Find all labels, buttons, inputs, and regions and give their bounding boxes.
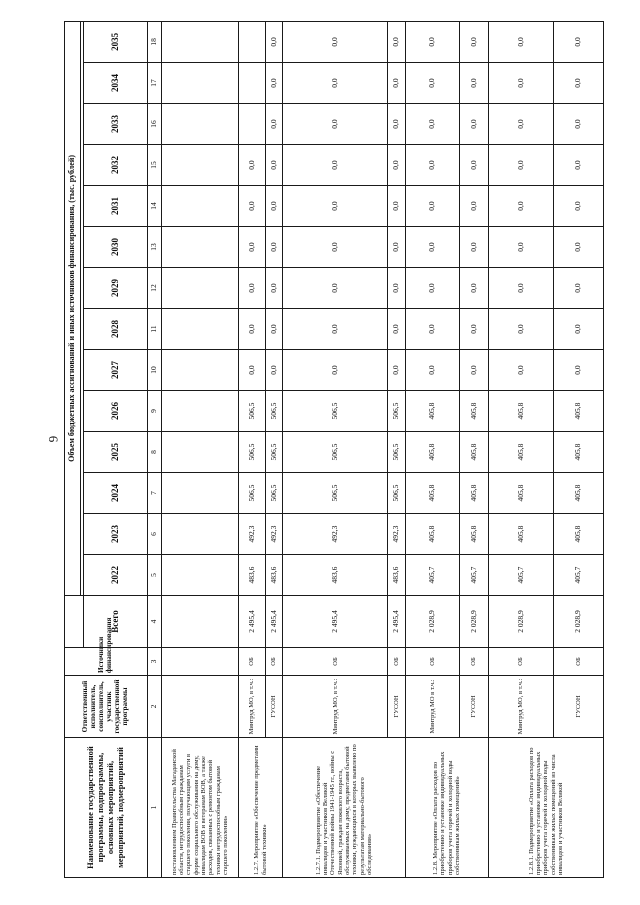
year-value-cell: 0,0: [265, 268, 283, 309]
responsible-cell: [162, 676, 239, 738]
year-value-cell: 492,3: [388, 514, 406, 555]
total-value-cell: 2 495,4: [238, 596, 265, 648]
year-value-cell: 405,7: [488, 555, 553, 596]
activity-name: 1.2.7. Мероприятие «Обеспечение предметами бытовой техники»: [238, 738, 283, 878]
year-value-cell: 405,8: [488, 473, 553, 514]
year-value-cell: [162, 227, 239, 268]
year-value-cell: 405,8: [405, 432, 459, 473]
year-value-cell: 0,0: [488, 145, 553, 186]
header-year: 2032: [84, 145, 148, 186]
header-year: 2031: [84, 186, 148, 227]
source-cell: ОБ: [554, 648, 604, 676]
column-number: 16: [148, 104, 162, 145]
year-value-cell: 0,0: [283, 104, 388, 145]
responsible-cell: Минтруд МО, в т.ч.:: [238, 676, 265, 738]
header-year: 2025: [84, 432, 148, 473]
year-value-cell: 0,0: [283, 268, 388, 309]
year-value-cell: 506,5: [265, 391, 283, 432]
column-number: 5: [148, 555, 162, 596]
year-value-cell: 0,0: [388, 186, 406, 227]
year-value-cell: 0,0: [388, 21, 406, 62]
year-value-cell: 0,0: [388, 227, 406, 268]
year-value-cell: 0,0: [265, 309, 283, 350]
column-number: 9: [148, 391, 162, 432]
activity-name: 1.2.8. Мероприятие «Оплата расходов по приобретению и установке индивидуальных приборов учета горячей и холодной воды собственникам жилых помещений»: [405, 738, 488, 878]
year-value-cell: 0,0: [265, 63, 283, 104]
year-value-cell: 405,7: [405, 555, 459, 596]
year-value-cell: [162, 268, 239, 309]
year-value-cell: 506,5: [238, 473, 265, 514]
responsible-cell: ГУСОН: [265, 676, 283, 738]
year-value-cell: [162, 21, 239, 62]
page-number: 6: [46, 435, 61, 443]
year-value-cell: 0,0: [459, 227, 488, 268]
year-value-cell: 0,0: [238, 227, 265, 268]
year-value-cell: 0,0: [405, 104, 459, 145]
header-name: Наименование государственной программы, подпрограммы, основных мероприятий, мероприятий, подмероприятий: [65, 738, 148, 878]
year-value-cell: 0,0: [265, 104, 283, 145]
year-value-cell: [162, 104, 239, 145]
column-number: 14: [148, 186, 162, 227]
year-value-cell: [162, 145, 239, 186]
year-value-cell: 405,8: [488, 432, 553, 473]
year-value-cell: 405,8: [554, 432, 604, 473]
year-value-cell: 405,7: [554, 555, 604, 596]
year-value-cell: 506,5: [283, 432, 388, 473]
column-number: 7: [148, 473, 162, 514]
year-value-cell: 0,0: [405, 21, 459, 62]
year-value-cell: 0,0: [554, 350, 604, 391]
source-cell: ОБ: [405, 648, 459, 676]
header-year: 2029: [84, 268, 148, 309]
year-value-cell: 0,0: [238, 186, 265, 227]
year-value-cell: 0,0: [488, 186, 553, 227]
year-value-cell: [162, 432, 239, 473]
year-value-cell: [162, 391, 239, 432]
column-number: 10: [148, 350, 162, 391]
year-value-cell: 0,0: [405, 350, 459, 391]
header-year: 2024: [84, 473, 148, 514]
year-value-cell: 0,0: [488, 104, 553, 145]
year-value-cell: 0,0: [265, 186, 283, 227]
year-value-cell: 0,0: [459, 63, 488, 104]
year-value-cell: [162, 350, 239, 391]
year-value-cell: 0,0: [283, 21, 388, 62]
year-value-cell: 405,7: [459, 555, 488, 596]
source-cell: ОБ: [265, 648, 283, 676]
year-value-cell: 0,0: [554, 104, 604, 145]
year-value-cell: 0,0: [405, 309, 459, 350]
table-row: [162, 21, 239, 877]
year-value-cell: 405,8: [554, 391, 604, 432]
column-number: 11: [148, 309, 162, 350]
column-number: 3: [148, 648, 162, 676]
year-value-cell: 0,0: [388, 350, 406, 391]
year-value-cell: 405,8: [488, 391, 553, 432]
activity-name: постановлением Правительства Магаданской области, нетрудоспособным гражданам старшего поколения, получающим услуги в форме социального обслуживания на дому, инвалидам ВОВ и ветеранам ВОВ, а также расходов, связанных с ремонтом бытовой техники нетрудоспособным гражданам старшего поколения»: [162, 738, 239, 878]
column-number: 4: [148, 596, 162, 648]
year-value-cell: 0,0: [238, 350, 265, 391]
year-value-cell: [238, 104, 265, 145]
year-value-cell: [162, 555, 239, 596]
year-value-cell: 506,5: [238, 432, 265, 473]
year-value-cell: 0,0: [459, 309, 488, 350]
header-source: Источники финансирования: [65, 648, 148, 676]
year-value-cell: 0,0: [283, 63, 388, 104]
column-number: 18: [148, 21, 162, 62]
year-value-cell: 405,8: [405, 473, 459, 514]
year-value-cell: 506,5: [283, 391, 388, 432]
year-value-cell: 483,6: [283, 555, 388, 596]
year-value-cell: 0,0: [554, 268, 604, 309]
total-value-cell: 2 495,4: [265, 596, 283, 648]
rotated-page: [64, 22, 604, 878]
year-value-cell: 0,0: [238, 268, 265, 309]
responsible-cell: Минтруд МО, в т.ч.:: [283, 676, 388, 738]
year-value-cell: [162, 63, 239, 104]
year-value-cell: 506,5: [388, 473, 406, 514]
total-value-cell: 2 028,9: [405, 596, 459, 648]
year-value-cell: 0,0: [405, 227, 459, 268]
header-year: 2023: [84, 514, 148, 555]
year-value-cell: [162, 186, 239, 227]
year-value-cell: 0,0: [238, 145, 265, 186]
year-value-cell: 405,8: [405, 391, 459, 432]
year-value-cell: 0,0: [488, 63, 553, 104]
source-cell: ОБ: [283, 648, 388, 676]
year-value-cell: 405,8: [459, 391, 488, 432]
year-value-cell: 483,6: [388, 555, 406, 596]
table-row: [405, 21, 459, 877]
year-value-cell: 0,0: [459, 350, 488, 391]
source-cell: ОБ: [388, 648, 406, 676]
year-value-cell: 506,5: [265, 473, 283, 514]
header-year: 2028: [84, 309, 148, 350]
column-number: 2: [148, 676, 162, 738]
total-value-cell: 2 495,4: [283, 596, 388, 648]
responsible-cell: Минтруд МО, в т.ч.:: [488, 676, 553, 738]
header-total: Всего: [84, 596, 148, 648]
year-value-cell: 0,0: [405, 268, 459, 309]
year-value-cell: 405,8: [554, 514, 604, 555]
year-value-cell: 0,0: [265, 227, 283, 268]
year-value-cell: 0,0: [554, 186, 604, 227]
year-value-cell: 0,0: [405, 145, 459, 186]
table-row: [238, 21, 265, 877]
activity-name: 1.2.7.1. Подмероприятие «Обеспечение инвалидов и участников Великой Отечественной войны 1941-1945 гг., войны с Японией, граждан пожилого возраста, обслуживаемых на дому, предметами бытовой техники, нуждающихся в которых выявлено по результатам материально-бытового обследования»: [283, 738, 405, 878]
year-value-cell: 0,0: [388, 309, 406, 350]
column-number: 15: [148, 145, 162, 186]
year-value-cell: 0,0: [265, 350, 283, 391]
year-value-cell: 0,0: [388, 104, 406, 145]
year-value-cell: 0,0: [459, 145, 488, 186]
year-value-cell: 0,0: [488, 268, 553, 309]
year-value-cell: 405,8: [554, 473, 604, 514]
responsible-cell: ГУСОН: [554, 676, 604, 738]
header-year: 2033: [84, 104, 148, 145]
year-value-cell: 492,3: [238, 514, 265, 555]
year-value-cell: 0,0: [388, 268, 406, 309]
header-year: 2022: [84, 555, 148, 596]
year-value-cell: 0,0: [459, 21, 488, 62]
column-number: 12: [148, 268, 162, 309]
header-responsible: Ответственный исполнитель, соисполнитель, участник государственной программы: [65, 676, 148, 738]
year-value-cell: 0,0: [554, 63, 604, 104]
year-value-cell: 0,0: [283, 145, 388, 186]
header-year: 2027: [84, 350, 148, 391]
header-year: 2026: [84, 391, 148, 432]
year-value-cell: [162, 514, 239, 555]
header-volume: Объем бюджетных ассигнований и иных источников финансирования, (тыс. рублей): [65, 21, 81, 595]
header-year: 2035: [84, 21, 148, 62]
year-value-cell: 0,0: [405, 63, 459, 104]
year-value-cell: [238, 63, 265, 104]
column-number: 6: [148, 514, 162, 555]
year-value-cell: 0,0: [488, 21, 553, 62]
year-value-cell: 405,8: [459, 514, 488, 555]
total-value-cell: 2 028,9: [459, 596, 488, 648]
year-value-cell: 0,0: [554, 21, 604, 62]
column-number: 1: [148, 738, 162, 878]
year-value-cell: [238, 21, 265, 62]
year-value-cell: 0,0: [405, 186, 459, 227]
year-value-cell: 492,3: [265, 514, 283, 555]
year-value-cell: 0,0: [488, 309, 553, 350]
year-value-cell: 0,0: [283, 186, 388, 227]
year-value-cell: [162, 309, 239, 350]
year-value-cell: 0,0: [459, 268, 488, 309]
total-value-cell: [162, 596, 239, 648]
year-value-cell: 0,0: [265, 145, 283, 186]
year-value-cell: 0,0: [283, 350, 388, 391]
source-cell: [162, 648, 239, 676]
header-year: 2030: [84, 227, 148, 268]
year-value-cell: [162, 473, 239, 514]
table-row: [488, 21, 553, 877]
year-value-cell: 0,0: [488, 350, 553, 391]
year-value-cell: 483,6: [238, 555, 265, 596]
year-value-cell: 506,5: [283, 473, 388, 514]
year-value-cell: 506,5: [238, 391, 265, 432]
source-cell: ОБ: [238, 648, 265, 676]
year-value-cell: 0,0: [283, 227, 388, 268]
year-value-cell: 0,0: [265, 21, 283, 62]
year-value-cell: 0,0: [459, 186, 488, 227]
year-value-cell: 492,3: [283, 514, 388, 555]
year-value-cell: 506,5: [388, 391, 406, 432]
year-value-cell: 405,8: [459, 473, 488, 514]
year-value-cell: 0,0: [388, 145, 406, 186]
year-value-cell: 506,5: [265, 432, 283, 473]
total-value-cell: 2 028,9: [488, 596, 553, 648]
column-number: 17: [148, 63, 162, 104]
year-value-cell: 405,8: [459, 432, 488, 473]
responsible-cell: Минтруд МО в т.ч.:: [405, 676, 459, 738]
financing-table: [64, 21, 604, 878]
year-value-cell: 0,0: [554, 145, 604, 186]
source-cell: ОБ: [488, 648, 553, 676]
header-year: 2034: [84, 63, 148, 104]
year-value-cell: 0,0: [238, 309, 265, 350]
responsible-cell: ГУСОН: [388, 676, 406, 738]
year-value-cell: 405,8: [488, 514, 553, 555]
year-value-cell: 405,8: [405, 514, 459, 555]
responsible-cell: ГУСОН: [459, 676, 488, 738]
column-number: 13: [148, 227, 162, 268]
total-value-cell: 2 028,9: [554, 596, 604, 648]
year-value-cell: 0,0: [283, 309, 388, 350]
table-row: [283, 21, 388, 877]
column-number: 8: [148, 432, 162, 473]
header-volume-pad: [65, 596, 81, 648]
total-value-cell: 2 495,4: [388, 596, 406, 648]
year-value-cell: 0,0: [554, 309, 604, 350]
activity-name: 1.2.8.1. Подмероприятие «Оплата расходов по приобретению и установке индивидуальных приборов учета горячей и холодной воды собственникам жилых помещений из числа инвалидов и участников Великой: [488, 738, 603, 878]
year-value-cell: 0,0: [488, 227, 553, 268]
year-value-cell: 506,5: [388, 432, 406, 473]
year-value-cell: 0,0: [388, 63, 406, 104]
year-value-cell: 0,0: [554, 227, 604, 268]
source-cell: ОБ: [459, 648, 488, 676]
year-value-cell: 0,0: [459, 104, 488, 145]
year-value-cell: 483,6: [265, 555, 283, 596]
